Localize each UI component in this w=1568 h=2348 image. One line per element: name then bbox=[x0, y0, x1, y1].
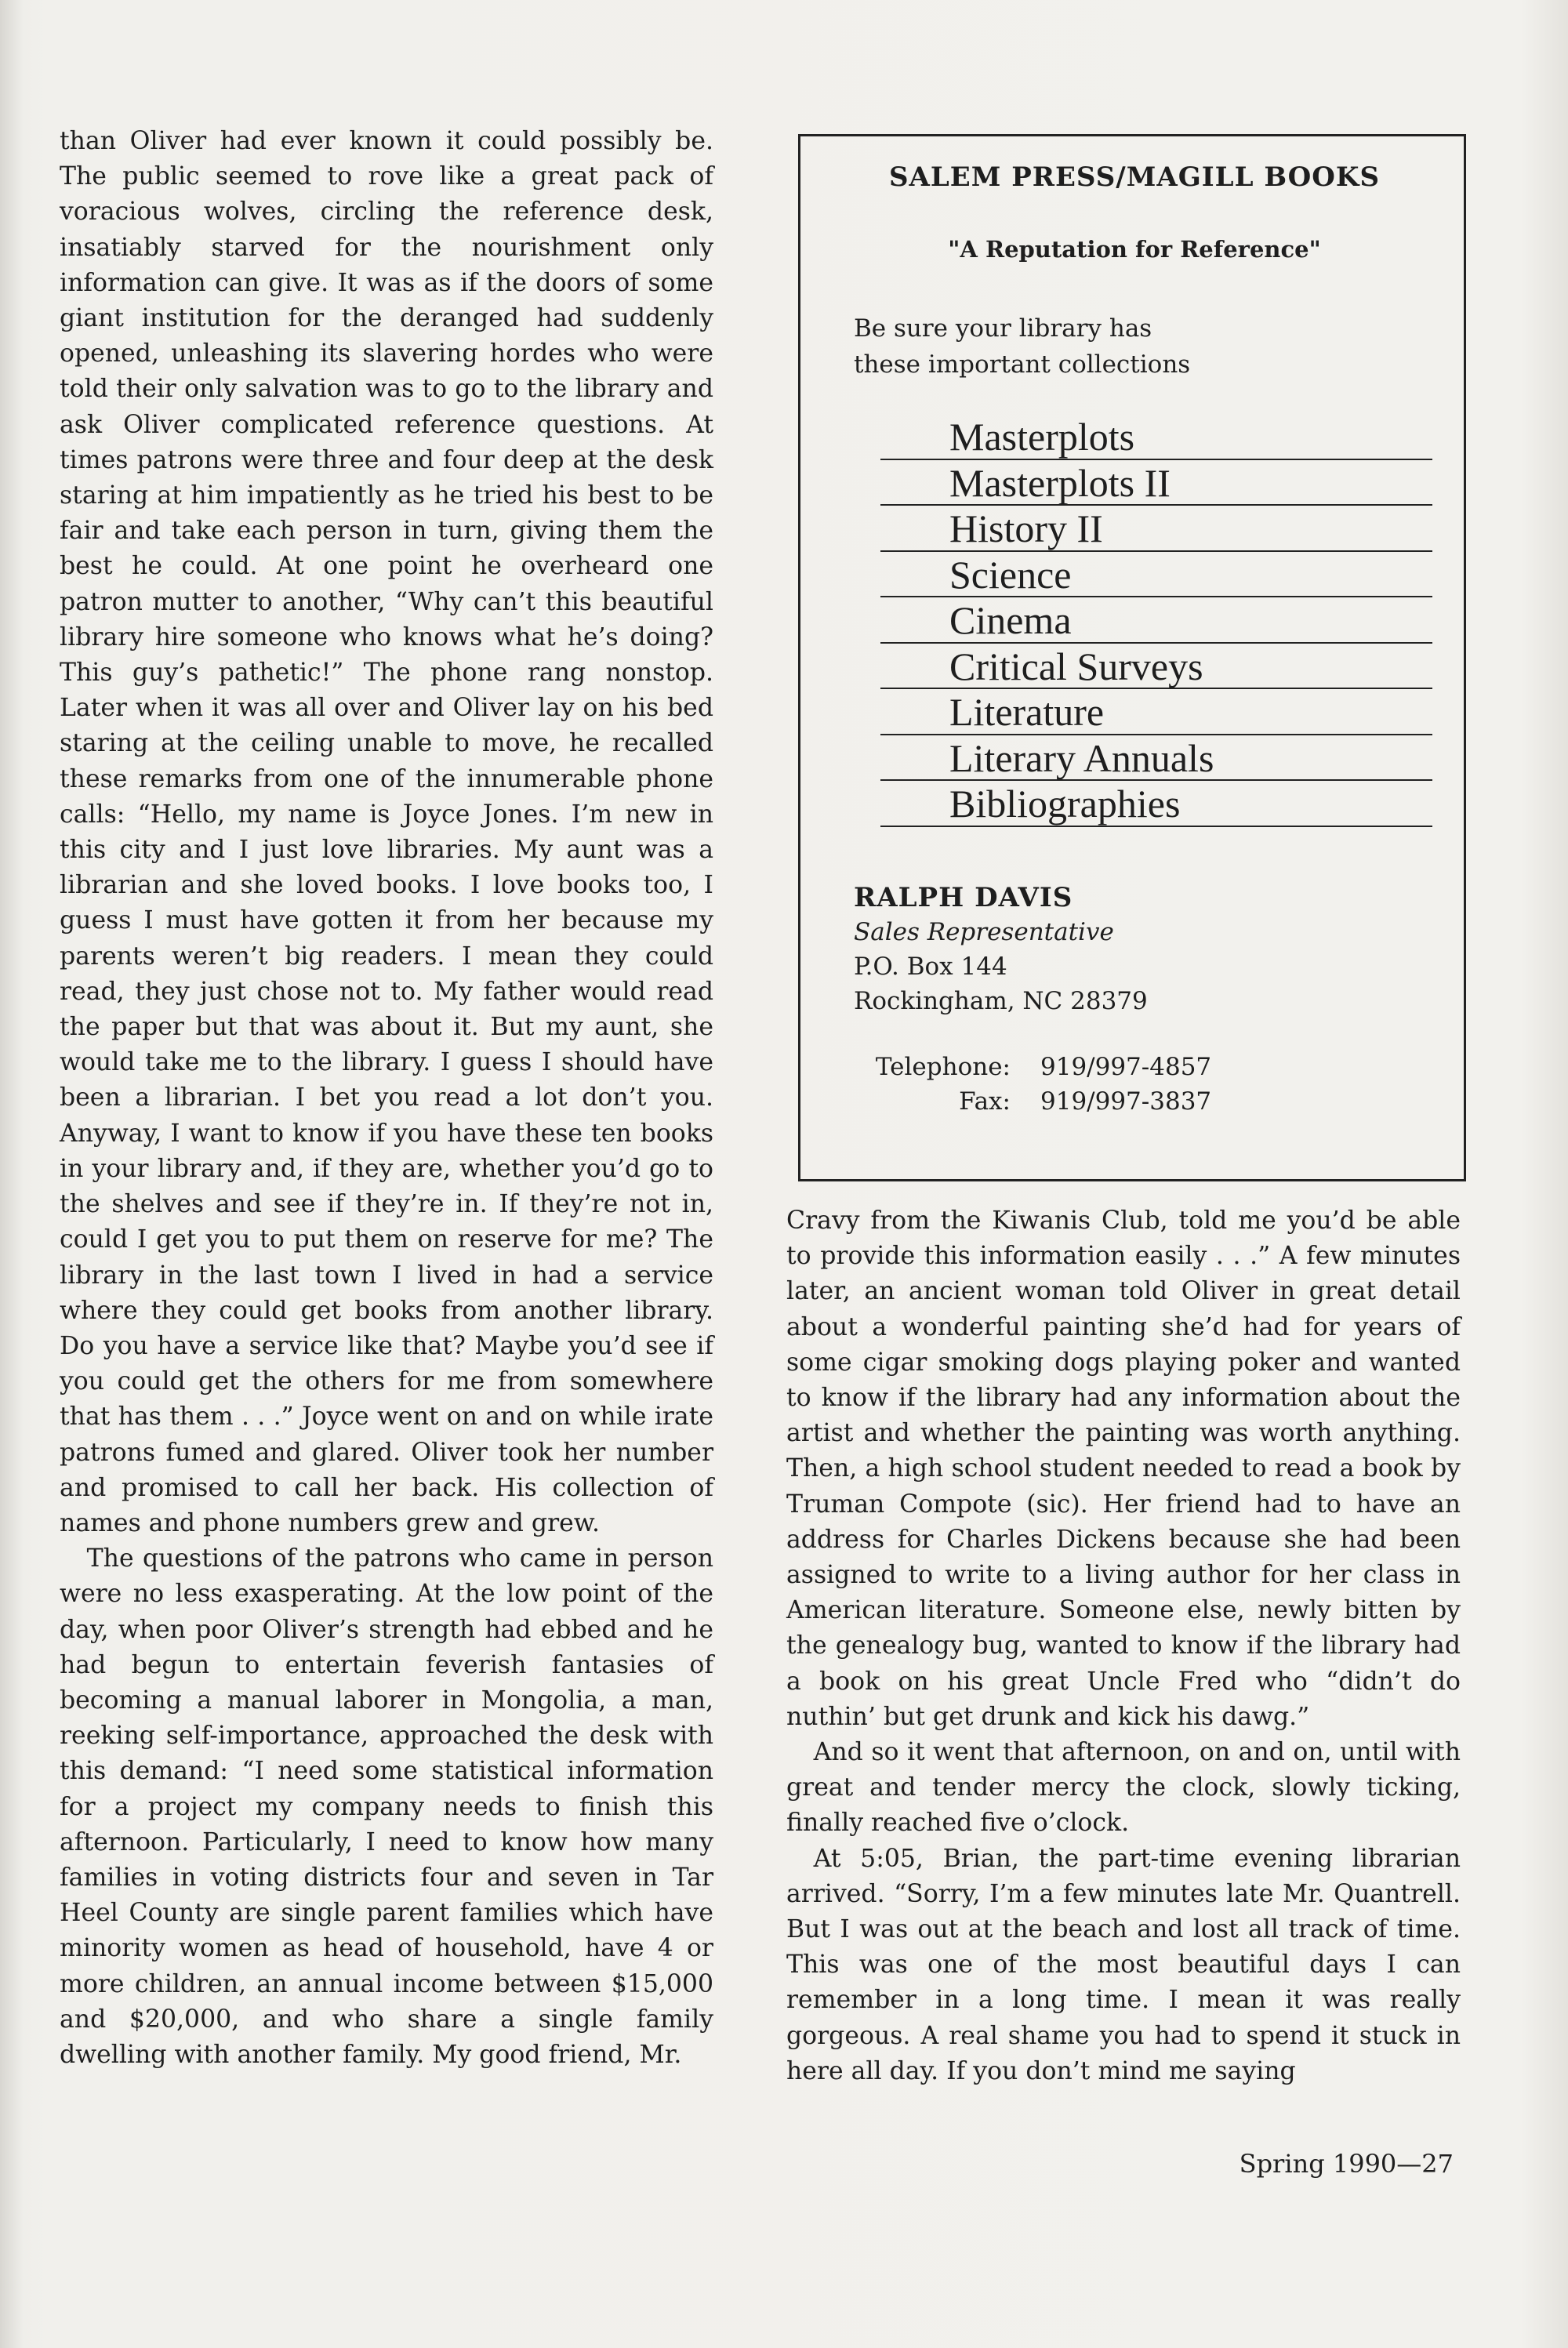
body-paragraph: At 5:05, Brian, the part-time evening librarian arrived. “Sorry, I’m a few minutes late Mr. Quantrell. But I was out at the beach and lost all track of time. This was one of the most beautiful days I can remember in a long time. I mean it was really gorgeous. A real shame you had to spend it stuck in here all day. If you don’t mind me saying bbox=[786, 1844, 1461, 2085]
telephone-row bbox=[854, 1050, 1432, 1084]
address-line: Rockingham, NC 28379 bbox=[854, 986, 1148, 1015]
collection-item: Bibliographies bbox=[880, 781, 1432, 827]
collection-item: Cinema bbox=[880, 597, 1432, 644]
rep-title: Sales Representative bbox=[854, 917, 1114, 946]
ad-publisher-title: SALEM PRESS/MAGILL BOOKS bbox=[888, 161, 1381, 193]
collection-item: Masterplots bbox=[880, 414, 1432, 460]
ad-slogan: "A Reputation for Reference" bbox=[948, 236, 1321, 263]
right-column bbox=[786, 1203, 1461, 2089]
body-paragraph: Cravy from the Kiwanis Club, told me you’d be able to provide this information easily . . .” A few minutes later, an ancient woman told Oliver in great detail about a wonderful painting she’d had for years of some cigar smoking dogs playing poker and wanted to know if the library had any information about the artist and whether the painting was worth anything. Then, a high school student needed to read a book by Truman Compote (sic). Her friend had to have an address for Charles Dickens because she had been assigned to write to a living author for her class in American literature. Someone else, newly bitten by the genealogy bug, wanted to know if the library had a book on his great Uncle Fred who “didn’t do nuthin’ but get drunk and kick his dawg.” bbox=[786, 1207, 1461, 1731]
collection-item: History II bbox=[880, 506, 1432, 552]
fax-number: 919/997-3837 bbox=[1040, 1087, 1212, 1116]
collection-item: Critical Surveys bbox=[880, 644, 1432, 690]
left-column bbox=[60, 124, 713, 2073]
collection-item: Science bbox=[880, 552, 1432, 598]
collection-item: Literature bbox=[880, 689, 1432, 735]
fax-row bbox=[854, 1084, 1432, 1119]
contact-block bbox=[854, 1050, 1432, 1119]
body-paragraph: than Oliver had ever known it could possibly be. The public seemed to rove like a great pack of voracious wolves, circling the reference desk, insatiably starved for the nourishment only information can give. It was as if the doors of some giant institution for the deranged had suddenly opened, unleashing its slavering hordes who were told their only salvation was to go to the library and ask Oliver complicated reference questions. At times patrons were three and four deep at the desk staring at him impatiently as he tried his best to be fair and take each person in turn, giving them the best he could. At one point he overheard one patron mutter to another, “Why can’t this beautiful library hire someone who knows what he’s doing? This guy’s pathetic!” The phone rang nonstop. Later when it was all over and Oliver lay on his bed staring at the ceiling unable to move, he recalled these remarks from one of the innumerable phone calls: “Hello, my name is Joyce Jones. I’m new in this city and I just love libraries. My aunt was a librarian and she loved books. I love books too, I guess I must have gotten it from her because my parents weren’t big readers. I mean they could read, they just chose not to. My father would read the paper but that was about it. But my aunt, she would take me to the library. I guess I should have been a librarian. I bet you read a lot don’t you. Anyway, I want to know if you have these ten books in your library and, if they are, whether you’d go to the shelves and see if they’re in. If they’re not in, could I get you to put them on reserve for me? The library in the last town I lived in had a service where they could get books from another library. Do you have a service like that? Maybe you’d see if you could get the others for me from somewhere that has them . . .” Joyce went on and on while irate patrons fumed and glared. Oliver took her number and promised to call her back. His collection of names and phone numbers grew and grew. bbox=[60, 127, 713, 1537]
telephone-number: 919/997-4857 bbox=[1040, 1052, 1212, 1081]
collection-item: Masterplots II bbox=[880, 460, 1432, 506]
fax-label: Fax: bbox=[959, 1087, 1011, 1116]
advertisement-box bbox=[798, 134, 1466, 1181]
rep-name: RALPH DAVIS bbox=[854, 881, 1073, 913]
ad-intro-line: these important collections bbox=[854, 350, 1191, 379]
ad-intro bbox=[854, 310, 1432, 383]
address-line: P.O. Box 144 bbox=[854, 952, 1007, 981]
body-paragraph: And so it went that afternoon, on and on, until with great and tender mercy the clock, slowly ticking, finally reached five o’clock. bbox=[786, 1738, 1461, 1838]
page-folio: Spring 1990—27 bbox=[1239, 2149, 1454, 2179]
ad-intro-line: Be sure your library has bbox=[854, 314, 1152, 343]
telephone-label: Telephone: bbox=[875, 1052, 1011, 1081]
collections-list bbox=[837, 414, 1432, 827]
sales-rep-block bbox=[854, 880, 1432, 1018]
collection-item: Literary Annuals bbox=[880, 735, 1432, 782]
body-paragraph: The questions of the patrons who came in person were no less exasperating. At the low point of the day, when poor Oliver’s strength had ebbed and he had begun to entertain feverish fantasies of becoming a manual laborer in Mongolia, a man, reeking self-importance, approached the desk with this demand: “I need some statistical information for a project my company needs to finish this afternoon. Particularly, I need to know how many families in voting districts four and seven in Tar Heel County are single parent families which have minority women as head of household, have 4 or more children, an annual income between $15,000 and $20,000, and who share a single family dwelling with another family. My good friend, Mr. bbox=[60, 1544, 713, 2069]
